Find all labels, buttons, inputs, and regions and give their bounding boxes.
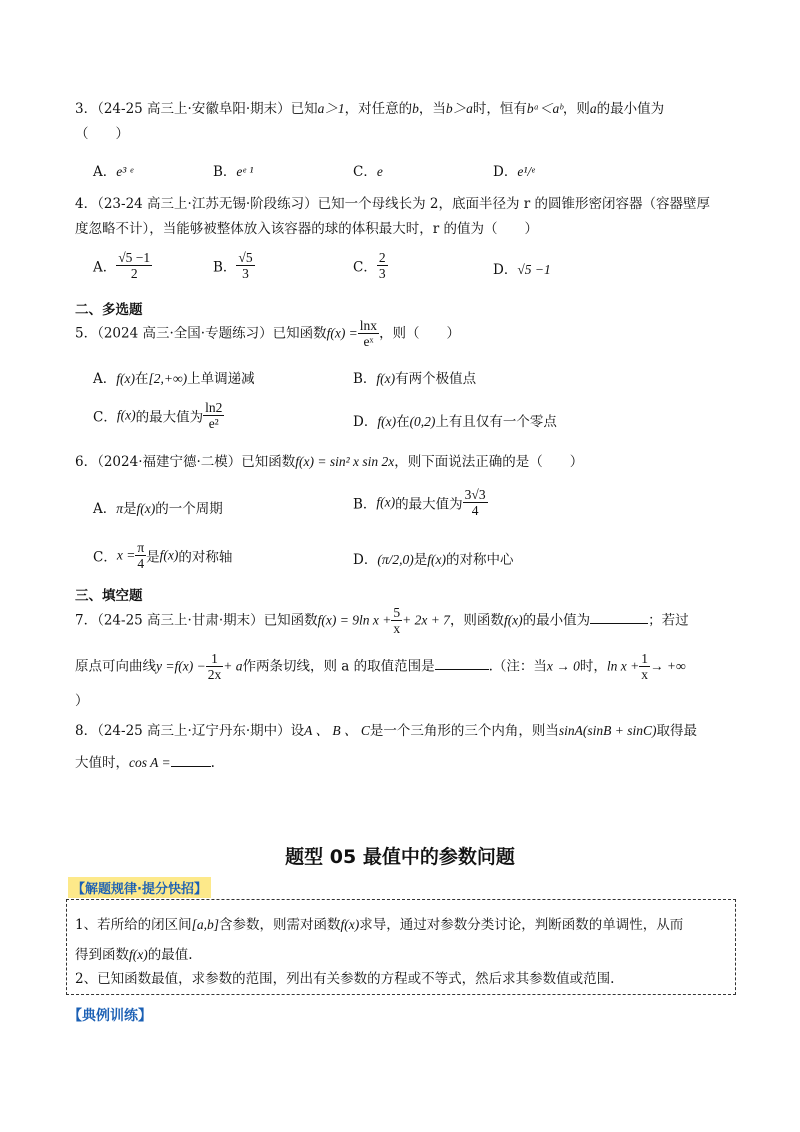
page-title: 题型 05 最值中的参数问题 <box>285 846 515 868</box>
q6-option-c: C．x = $\frac{\pi}{4}$ 是f(x)的对称轴 <box>93 540 233 571</box>
q7-blank-2 <box>435 655 489 670</box>
tip-box <box>66 899 736 995</box>
q5-option-b: B．f(x)有两个极值点 <box>353 371 477 387</box>
question-4-line2: 度忽略不计），当能够被整体放入该容器的球的体积最大时，r 的值为（ ） <box>75 221 538 237</box>
q5-option-a: A．f(x)在[2,+∞)上单调递减 <box>93 371 255 387</box>
q3-option-d: D．e¹/ᵉ <box>493 164 535 180</box>
tip-line-3: 2、已知函数最值，求参数的范围，列出有关参数的方程或不等式，然后求其参数值或范围. <box>75 971 615 987</box>
q4-option-d: D．√5 −1 <box>493 262 551 278</box>
question-6-stem: 6．（2024·福建宁德·二模）已知函数f(x) = sin² x sin 2x，则下面说法正确的是（ ） <box>75 454 584 470</box>
question-7-line2: 原点可向曲线y =f(x) − $\frac{1}{2x}$ + a作两条切线，则 a 的取值范围是 .（注：当x → 0时，ln x + $\frac{1}{x}$ → +∞ <box>75 651 686 682</box>
q4-option-a: A． $\frac{√5 -1}{2}$ <box>93 250 151 281</box>
question-5-stem: 5．（2024 高三·全国·专题练习）已知函数f(x) = $\frac{\ln x}{\text{eˣ}}$ ，则（ ） <box>75 318 461 349</box>
q7-blank-1 <box>590 609 648 624</box>
question-7-close: ） <box>75 693 89 709</box>
q5-option-c: C．f(x)的最大值为 $\frac{\ln 2}{\text{e²}}$ <box>93 400 223 431</box>
q4-option-b: B． $\frac{√5}{3}$ <box>213 250 253 281</box>
tip-line-2: 得到函数f(x)的最值. <box>75 947 193 963</box>
q6-option-a: A．π是f(x)的一个周期 <box>93 501 223 517</box>
q6-option-b: B．f(x)的最大值为 $\frac{3√3}{4}$ <box>353 487 486 518</box>
question-8-line2: 大值时，cos A = . <box>75 752 215 774</box>
q4-option-c: C． $\frac{2}{3}$ <box>353 250 386 281</box>
q3-option-a: A．e³ ᵉ <box>93 164 134 180</box>
section-fill-blank: 三、填空题 <box>75 588 143 604</box>
q8-blank <box>171 752 211 767</box>
question-7-line1: 7．（24-25 高三上·甘肃·期末）已知函数f(x) = 9ln x + $\frac{5}{x}$ + 2x + 7，则函数f(x)的最小值为 ；若过 <box>75 605 689 636</box>
q3-option-c: C．e <box>353 164 383 180</box>
tip-line-1: 1、若所给的闭区间[a,b]含参数，则需对函数f(x)求导，通过对参数分类讨论，判断函数的单调性，从而 <box>75 917 684 933</box>
question-3-stem: 3．（24-25 高三上·安徽阜阳·期末）已知a＞1，对任意的b，当b＞a时，恒有bᵃ＜aᵇ，则a的最小值为 <box>75 101 665 117</box>
tip-tag: 【解题规律·提分快招】 <box>68 877 211 898</box>
question-8-line1: 8．（24-25 高三上·辽宁丹东·期中）设A 、 B 、 C是一个三角形的三个内角，则当sinA(sinB + sinC)取得最 <box>75 723 698 739</box>
question-3-paren: （ ） <box>75 126 129 142</box>
q5-option-d: D．f(x)在(0,2)上有且仅有一个零点 <box>353 414 557 430</box>
question-4-line1: 4．（23-24 高三上·江苏无锡·阶段练习）已知一个母线长为 2，底面半径为 r 的圆锥形密闭容器（容器壁厚 <box>75 196 711 212</box>
demo-tag: 【典例训练】 <box>68 1008 152 1024</box>
section-multi-choice: 二、多选题 <box>75 302 143 318</box>
q3-option-b: B．eᵉ ¹ <box>213 164 254 180</box>
q6-option-d: D．(π/2,0)是f(x)的对称中心 <box>353 552 514 568</box>
